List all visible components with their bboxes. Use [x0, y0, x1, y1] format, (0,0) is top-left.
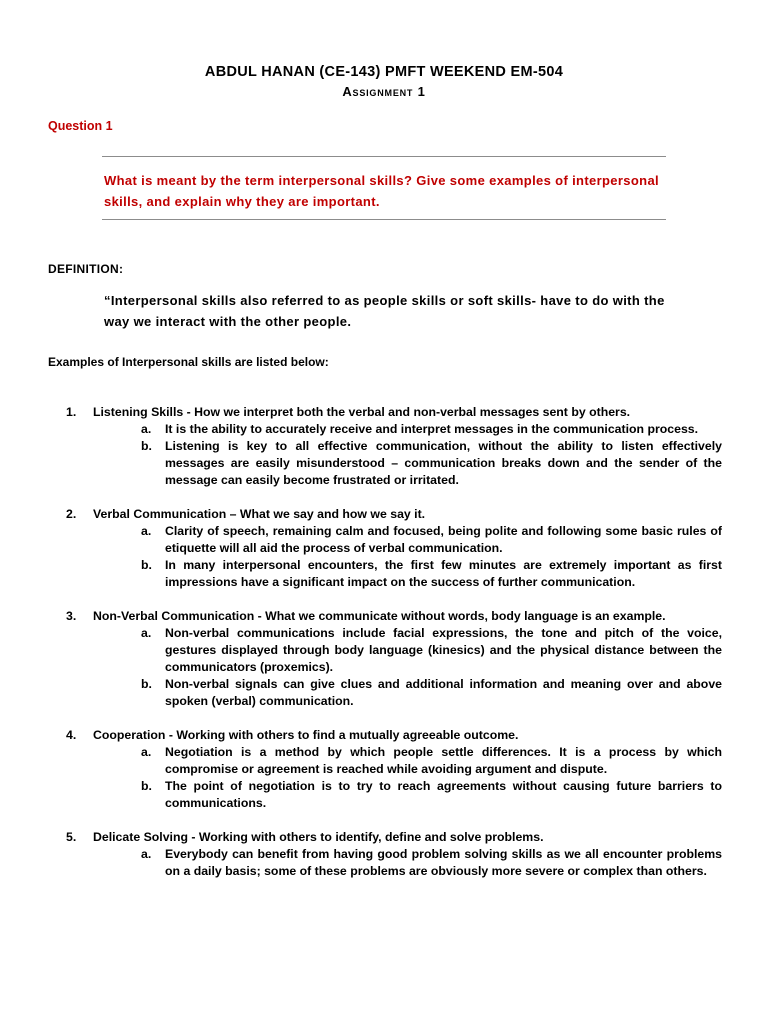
sub-item	[141, 778, 722, 812]
skills-list	[66, 404, 722, 880]
sub-text: Listening is key to all effective communication, without the ability to listen effectively messages are easily misunderstood – communication breaks down and the sender of the message can easily become frustrated or irritated.	[165, 439, 722, 487]
sub-list	[93, 744, 722, 812]
question-bottom-rule	[102, 219, 666, 220]
skill-item	[66, 727, 722, 812]
sub-text: Non-verbal communications include facial expressions, the tone and pitch of the voice, gestures displayed through body language (kinesics) and the physical distance between the communicators (proxemics).	[165, 626, 722, 674]
skill-text: Verbal Communication – What we say and how we say it.	[93, 507, 426, 521]
sub-list	[93, 625, 722, 710]
sub-item	[141, 676, 722, 710]
skill-number: 2.	[66, 507, 77, 521]
sub-text: Everybody can benefit from having good problem solving skills as we all encounter problems on a daily basis; some of these problems are obviously more severe or complex than others.	[165, 847, 722, 878]
sub-letter: b.	[141, 558, 152, 572]
sub-letter: a.	[141, 626, 152, 640]
sub-letter: b.	[141, 677, 152, 691]
skill-item	[66, 506, 722, 591]
sub-list	[93, 421, 722, 489]
document-title: ABDUL HANAN (CE-143) PMFT WEEKEND EM-504	[204, 64, 564, 80]
examples-intro: Examples of Interpersonal skills are listed below:	[48, 355, 329, 369]
sub-item	[141, 557, 722, 591]
skill-number: 1.	[66, 405, 77, 419]
sub-list	[93, 523, 722, 591]
sub-letter: a.	[141, 524, 152, 538]
skill-number: 5.	[66, 830, 77, 844]
skill-number: 4.	[66, 728, 77, 742]
skill-number: 3.	[66, 609, 77, 623]
sub-letter: b.	[141, 779, 152, 793]
skill-text: Non-Verbal Communication - What we communicate without words, body language is an example.	[93, 609, 666, 623]
question-label: Question 1	[48, 119, 113, 133]
skill-text: Listening Skills - How we interpret both the verbal and non-verbal messages sent by others.	[93, 405, 631, 419]
sub-item	[141, 846, 722, 880]
sub-text: Non-verbal signals can give clues and additional information and meaning over and above spoken (verbal) communication.	[165, 677, 722, 708]
sub-text: In many interpersonal encounters, the first few minutes are extremely important as first impressions have a significant impact on the success of further communication.	[165, 558, 722, 589]
sub-item	[141, 523, 722, 557]
definition-heading: DEFINITION:	[48, 262, 124, 276]
sub-letter: a.	[141, 847, 152, 861]
sub-letter: a.	[141, 745, 152, 759]
sub-item	[141, 421, 722, 438]
skill-text: Cooperation - Working with others to find a mutually agreeable outcome.	[93, 728, 519, 742]
sub-letter: b.	[141, 439, 152, 453]
sub-item	[141, 438, 722, 489]
sub-letter: a.	[141, 422, 152, 436]
sub-text: It is the ability to accurately receive and interpret messages in the communication process.	[165, 422, 699, 436]
skill-item	[66, 404, 722, 489]
document-subtitle: Assignment 1	[342, 84, 426, 99]
question-text: What is meant by the term interpersonal skills? Give some examples of interpersonal skills, and explain why they are important.	[104, 173, 659, 209]
skill-item	[66, 829, 722, 880]
sub-item	[141, 625, 722, 676]
sub-text: Negotiation is a method by which people settle differences. It is a process by which compromise or agreement is reached while avoiding argument and dispute.	[165, 745, 722, 776]
question-top-rule	[102, 156, 666, 157]
sub-item	[141, 744, 722, 778]
sub-text: Clarity of speech, remaining calm and focused, being polite and following some basic rules of etiquette will all aid the process of verbal communication.	[165, 524, 722, 555]
definition-text: “Interpersonal skills also referred to as people skills or soft skills- have to do with the way we interact with the other people.	[104, 293, 665, 329]
sub-list	[93, 846, 722, 880]
sub-text: The point of negotiation is to try to reach agreements without causing future barriers to communications.	[165, 779, 722, 810]
skill-text: Delicate Solving - Working with others to identify, define and solve problems.	[93, 830, 544, 844]
skill-item	[66, 608, 722, 710]
